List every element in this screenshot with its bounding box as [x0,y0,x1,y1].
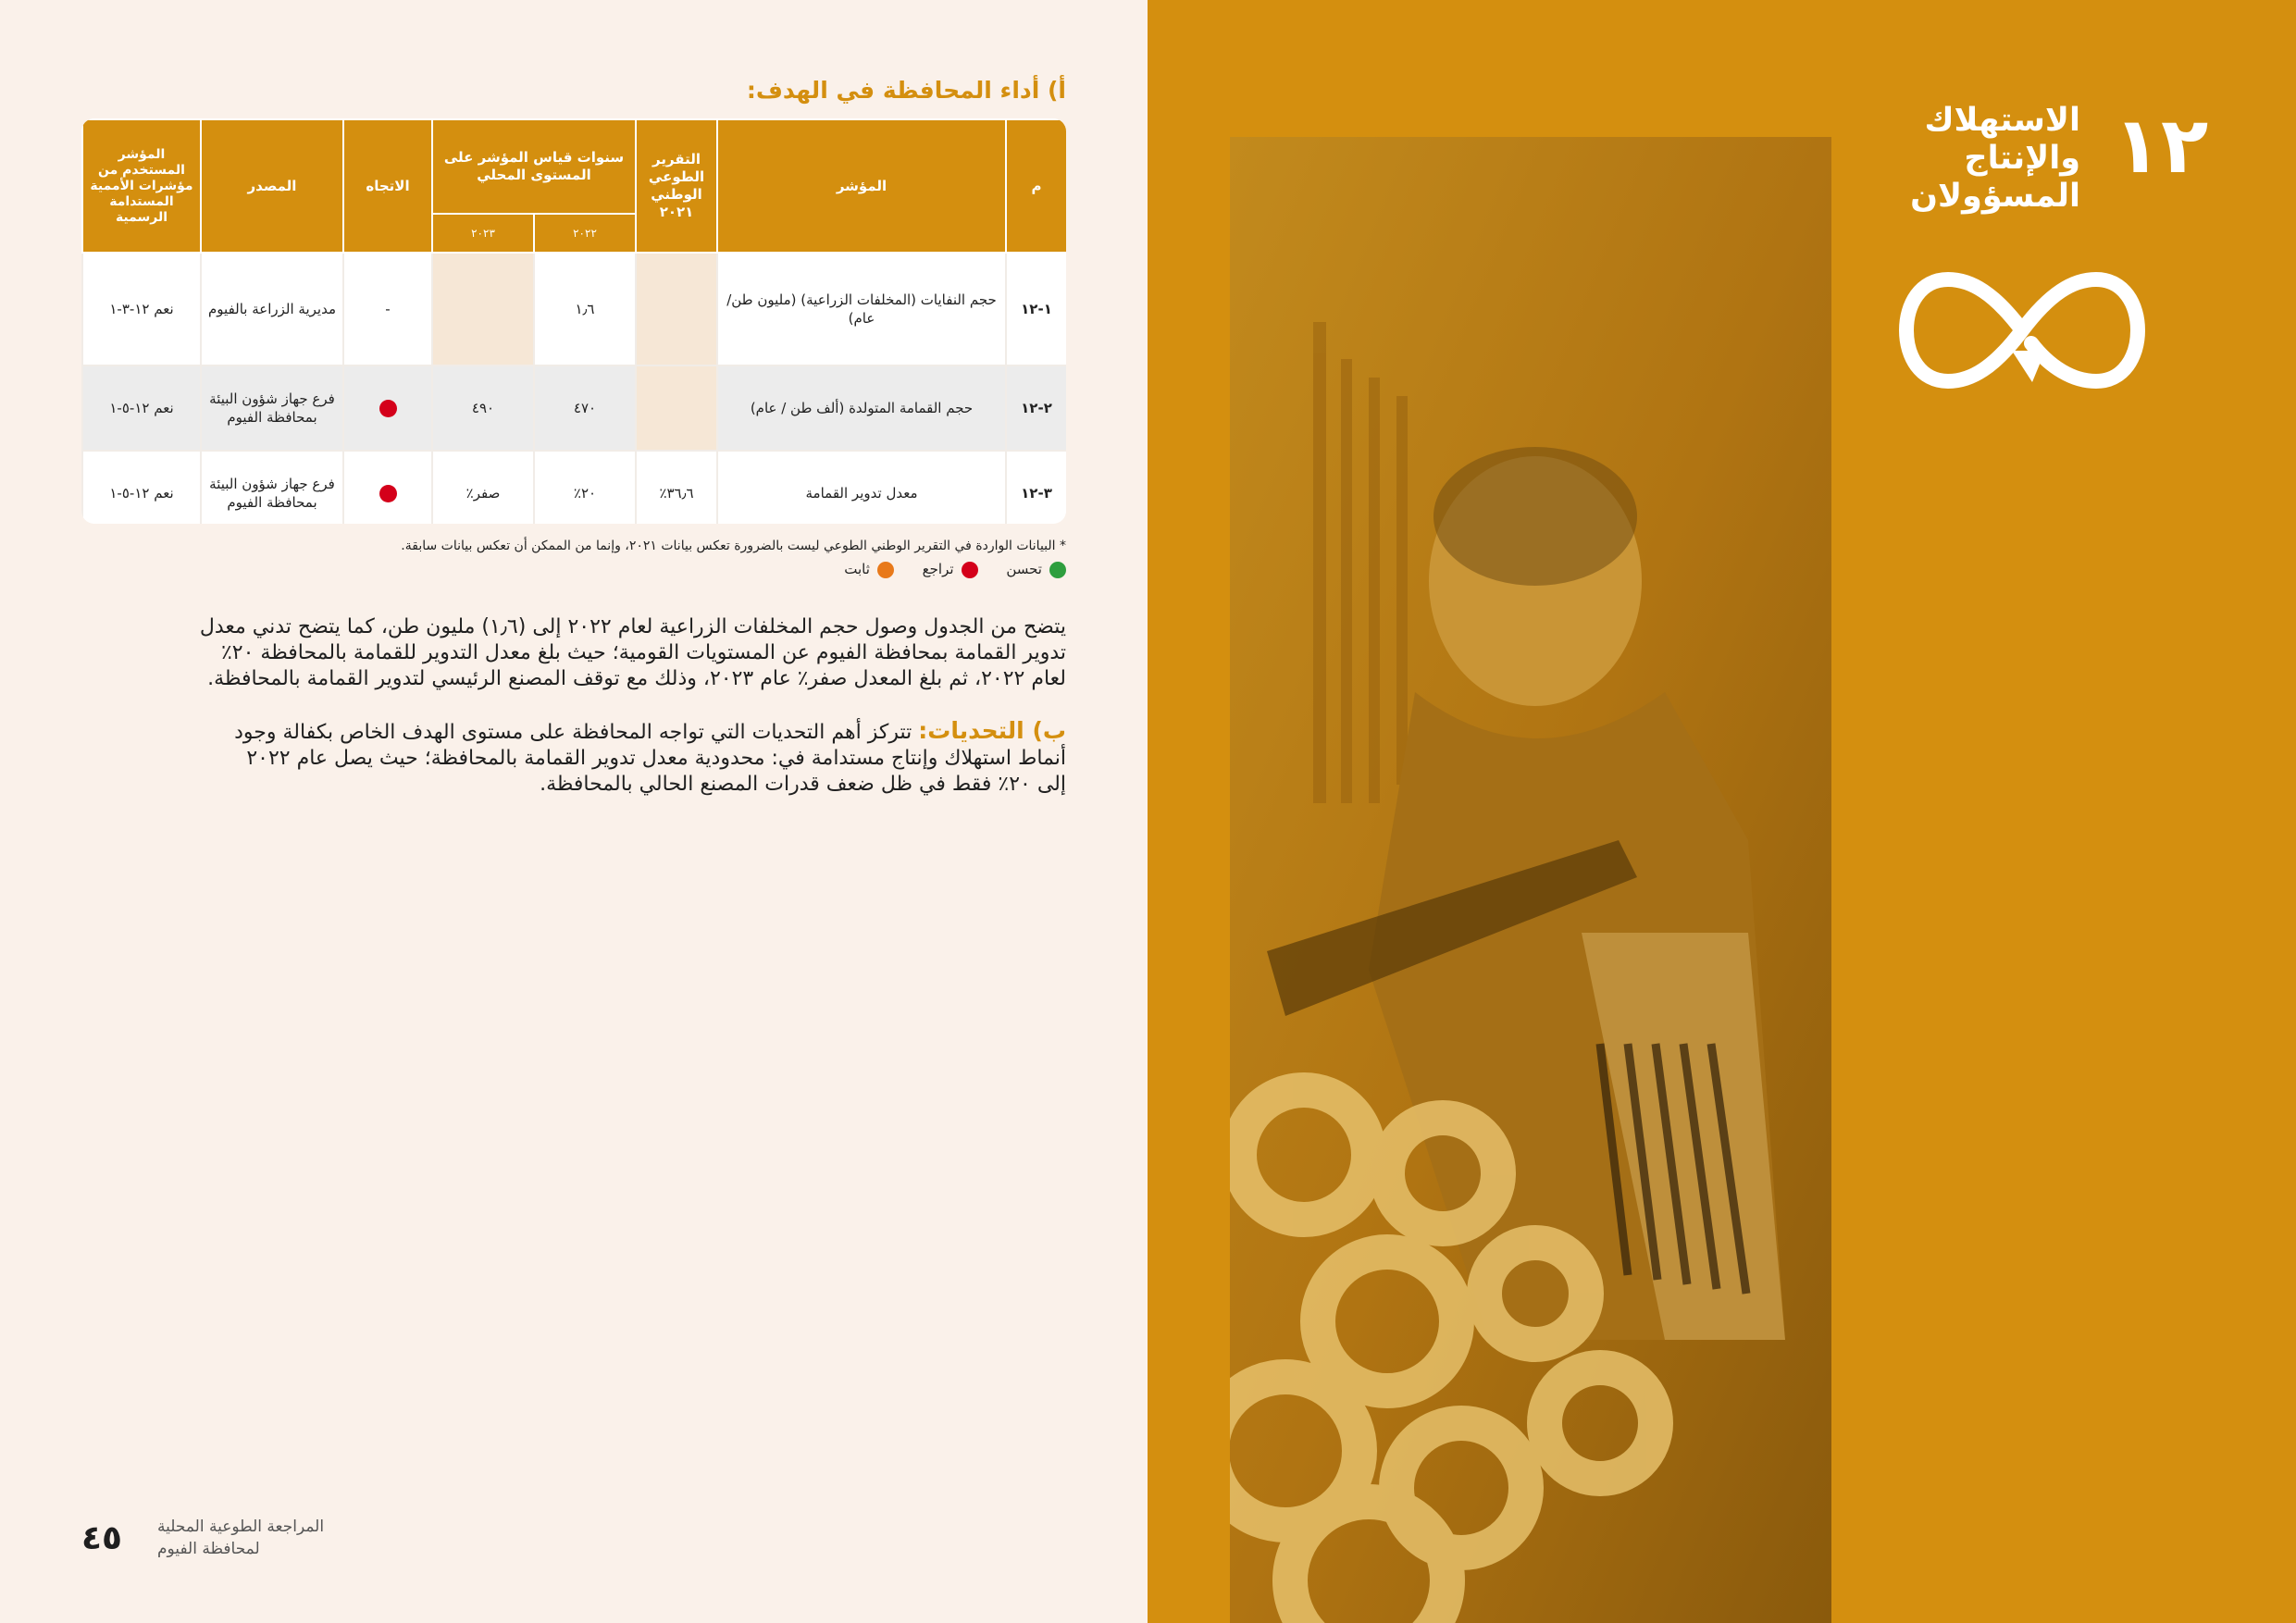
right-page [1148,0,2296,1623]
paragraph-line: يتضح من الجدول وصول حجم المخلفات الزراعية لعام ٢٠٢٢ إلى (١٫٦) مليون طن، كما يتضح تدني معدل [199,615,1066,638]
decline-indicator-dot [379,400,397,417]
cell-sdg: نعم ١٢-٥-١ [82,451,201,524]
col-header-2022: ٢٠٢٢ [534,214,636,253]
cell-sdg: نعم ١٢-٥-١ [82,365,201,451]
cell-m: ٢-١٢ [1006,365,1066,451]
col-header-source: المصدر [201,119,343,253]
improve-dot-icon [1049,562,1066,578]
paragraph-line: تتركز أهم التحديات التي تواجه المحافظة على مستوى الهدف الخاص بكفالة وجود [234,721,912,744]
goal-number [2110,104,2212,183]
trend-legend [722,561,1066,587]
footer-line: لمحافظة الفيوم [157,1540,260,1558]
col-header-sdg: المؤشر المستخدم من مؤشرات الأممية المستدامة الرسمية [82,119,201,253]
footer-line: المراجعة الطوعية المحلية [157,1518,325,1536]
section-title: أ) أداء المحافظة في الهدف: [746,77,1066,104]
cell-2022: ١٫٦ [534,253,636,365]
goal-title-line: والإنتاج [1964,140,2080,177]
cell-vnr: ٣٦٫٦٪ [636,451,717,524]
cell-trend [343,365,432,451]
cell-trend: - [343,253,432,365]
cell-2023 [432,253,534,365]
col-header-m: م [1006,119,1066,253]
cell-source: فرع جهاز شؤون البيئة بمحافظة الفيوم [201,451,343,524]
cell-2023: صفر٪ [432,451,534,524]
legend-label: تراجع [922,561,954,577]
cell-2022: ٢٠٪ [534,451,636,524]
cell-2023: ٤٩٠ [432,365,534,451]
cell-trend [343,451,432,524]
cell-2022: ٤٧٠ [534,365,636,451]
col-header-2023: ٢٠٢٣ [432,214,534,253]
cell-source: فرع جهاز شؤون البيئة بمحافظة الفيوم [201,365,343,451]
table-row [82,365,1066,451]
paragraph-line: لعام ٢٠٢٢، ثم بلغ المعدل صفر٪ عام ٢٠٢٣، وذلك مع توقف المصنع الرئيسي لتدوير القمامة بالمحافظة. [207,667,1066,690]
footer-publication [157,1516,389,1560]
stable-dot-icon [877,562,894,578]
infinity-arrow-icon [1897,266,2147,395]
paragraph-line: إلى ٢٠٪ فقط في ظل ضعف قدرات المصنع الحالي بالمحافظة. [540,773,1066,796]
legend-item-stable [844,561,894,578]
paragraph-line: أنماط استهلاك وإنتاج مستدامة في: محدودية معدل تدوير القمامة بالمحافظة؛ حيث يصل عام ٢٠٢٢ [246,747,1066,770]
paragraph-line: تدوير القمامة بمحافظة الفيوم عن المستويات القومية؛ حيث بلغ معدل التدوير للقمامة بالمحافظة ٢٠٪ [220,641,1066,664]
analysis-paragraph [81,614,1066,692]
worker-photo-illustration [1230,137,1831,1623]
table-row [82,253,1066,365]
col-header-indicator: المؤشر [717,119,1006,253]
cell-m: ٣-١٢ [1006,451,1066,524]
col-header-trend: الاتجاه [343,119,432,253]
legend-label: ثابت [844,561,870,577]
cell-source: مديرية الزراعة بالفيوم [201,253,343,365]
cell-m: ١-١٢ [1006,253,1066,365]
cell-indicator: حجم القمامة المتولدة (ألف طن / عام) [717,365,1006,451]
col-header-years: سنوات قياس المؤشر على المستوى المحلي [432,119,636,214]
cell-indicator: حجم النفايات (المخلفات الزراعية) (مليون طن/ عام) [717,253,1006,365]
legend-item-decline [923,561,978,578]
goal-title-line: المسؤولان [1910,178,2080,215]
cell-vnr [636,365,717,451]
table-footnote: * البيانات الواردة في التقرير الوطني الطوعي ليست بالضرورة تعكس بيانات ٢٠٢١، وإنما من الممكن أن تعكس بيانات سابقة. [401,539,1066,553]
challenges-title: ب) التحديات: [918,717,1066,744]
goal-number-text: ١٢ [2113,104,2209,183]
page-number: ٤٥ [81,1519,122,1557]
table-row [82,451,1066,524]
legend-label: تحسن [1006,561,1042,577]
cell-vnr [636,253,717,365]
cell-sdg: نعم ١٢-٣-١ [82,253,201,365]
challenges-paragraph [81,718,1066,798]
goal-title [1868,102,2080,216]
decline-indicator-dot [379,485,397,502]
legend-item-improve [1006,561,1066,578]
goal-title-line: الاستهلاك [1924,102,2080,139]
col-header-vnr: التقرير الطوعي الوطني ٢٠٢١ [636,119,717,253]
cell-indicator: معدل تدوير القمامة [717,451,1006,524]
indicator-table [81,118,1066,524]
worker-photo [1230,137,1831,1623]
decline-dot-icon [962,562,978,578]
